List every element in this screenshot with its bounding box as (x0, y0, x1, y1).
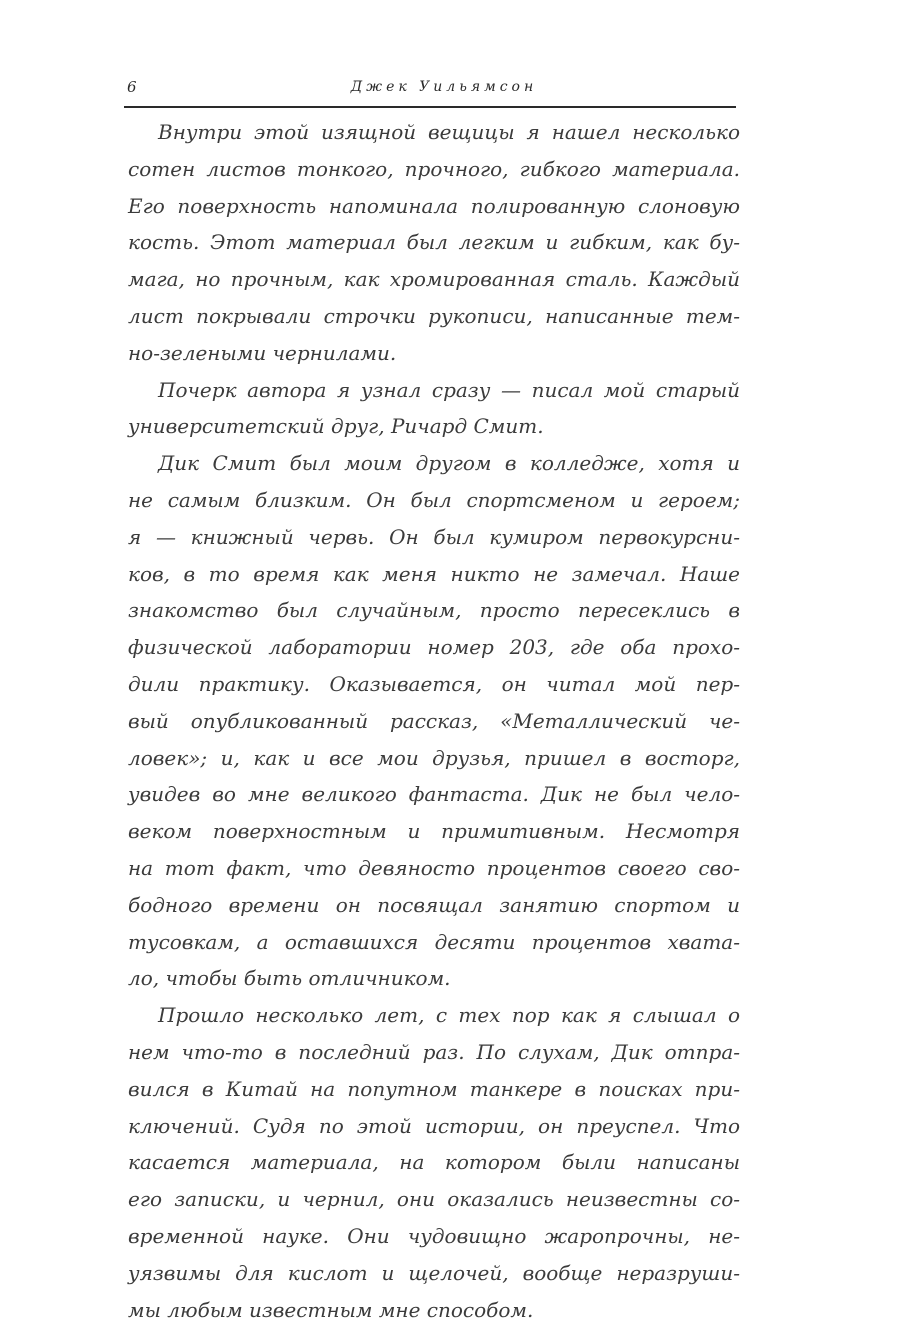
text-line: нем что-то в последний раз. По слухам, Дик отпра- (128, 1034, 740, 1071)
text-line: мага, но прочным, как хромированная сталь. Каждый (128, 261, 740, 298)
text-line: тусовкам, а оставшихся десяти процентов хвата- (128, 924, 740, 961)
text-line: увидев во мне великого фантаста. Дик не был чело- (128, 776, 740, 813)
text-line: мы любым известным мне способом. (128, 1292, 740, 1328)
text-line: ков, в то время как меня никто не замечал. Наше (128, 556, 740, 593)
text-line: вый опубликованный рассказ, «Металлический че- (128, 703, 740, 740)
text-line: уязвимы для кислот и щелочей, вообще неразруши- (128, 1255, 740, 1292)
text-line: я — книжный червь. Он был кумиром первокурсни- (128, 519, 740, 556)
text-line: ло, чтобы быть отличником. (128, 960, 740, 997)
text-line: кость. Этот материал был легким и гибким, как бу- (128, 224, 740, 261)
page-number: 6 (127, 78, 137, 96)
text-line: лист покрывали строчки рукописи, написанные тем- (128, 298, 740, 335)
running-head-author: Джек Уильямсон (124, 79, 736, 95)
text-line: касается материала, на котором были написаны (128, 1144, 740, 1181)
text-line: Внутри этой изящной вещицы я нашел несколько (128, 114, 740, 151)
text-line: знакомство был случайным, просто пересеклись в (128, 592, 740, 629)
text-line: ловек»; и, как и все мои друзья, пришел в восторг, (128, 740, 740, 777)
text-line: не самым близким. Он был спортсменом и героем; (128, 482, 740, 519)
text-line: Его поверхность напоминала полированную слоновую (128, 188, 740, 225)
body-text (128, 114, 740, 1328)
text-line: физической лаборатории номер 203, где оба прохо- (128, 629, 740, 666)
text-line: но-зелеными чернилами. (128, 335, 740, 372)
text-line: Дик Смит был моим другом в колледже, хотя и (128, 445, 740, 482)
text-line: временной науке. Они чудовищно жаропрочны, не- (128, 1218, 740, 1255)
text-line: ключений. Судя по этой истории, он преуспел. Что (128, 1108, 740, 1145)
text-line: сотен листов тонкого, прочного, гибкого материала. (128, 151, 740, 188)
text-line: бодного времени он посвящал занятию спортом и (128, 887, 740, 924)
text-line: Прошло несколько лет, с тех пор как я слышал о (128, 997, 740, 1034)
text-line: Почерк автора я узнал сразу — писал мой старый (128, 372, 740, 409)
text-line: его записки, и чернил, они оказались неизвестны со- (128, 1181, 740, 1218)
text-line: дили практику. Оказывается, он читал мой пер- (128, 666, 740, 703)
text-line: вился в Китай на попутном танкере в поисках при- (128, 1071, 740, 1108)
text-line: университетский друг, Ричард Смит. (128, 408, 740, 445)
page-header (124, 76, 736, 108)
text-line: на тот факт, что девяносто процентов своего сво- (128, 850, 740, 887)
text-line: веком поверхностным и примитивным. Несмотря (128, 813, 740, 850)
